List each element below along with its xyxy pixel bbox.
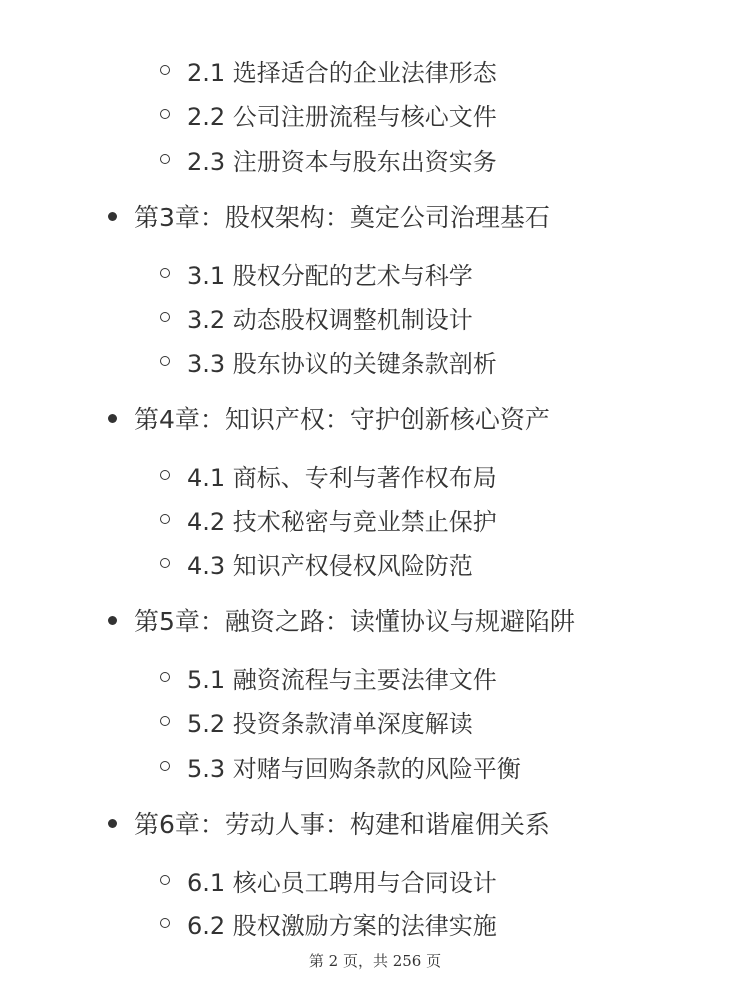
toc-section-item [160,499,497,539]
toc-section-item [160,94,497,134]
hollow-circle-bullet-icon [160,154,170,164]
toc-section-item [160,701,473,741]
toc-section-label: 3.2 动态股权调整机制设计 [187,305,473,334]
toc-section-item [160,253,473,293]
toc-section-label: 5.2 投资条款清单深度解读 [187,709,473,738]
toc-chapter-item [108,600,575,640]
toc-chapter-label: 第3章：股权架构：奠定公司治理基石 [134,203,550,232]
hollow-circle-bullet-icon [160,356,170,366]
toc-section-label: 4.1 商标、专利与著作权布局 [187,463,497,492]
toc-section-item [160,455,497,495]
page-number-indicator: 第 2 页，共 256 页 [308,952,442,970]
toc-section-label: 2.3 注册资本与股东出资实务 [187,147,497,176]
toc-section-item [160,297,473,337]
toc-section-label: 3.1 股权分配的艺术与科学 [187,261,473,290]
toc-section-label: 4.3 知识产权侵权风险防范 [187,551,473,580]
toc-chapter-item [108,803,550,843]
toc-section-label: 6.1 核心员工聘用与合同设计 [187,868,497,897]
toc-section-item [160,341,497,381]
hollow-circle-bullet-icon [160,65,170,75]
toc-section-label: 3.3 股东协议的关键条款剖析 [187,349,497,378]
hollow-circle-bullet-icon [160,716,170,726]
filled-disc-bullet-icon [108,819,117,828]
toc-chapter-item [108,398,550,438]
toc-section-item [160,746,521,786]
hollow-circle-bullet-icon [160,918,170,928]
toc-section-item [160,543,473,583]
filled-disc-bullet-icon [108,616,117,625]
toc-section-label: 2.1 选择适合的企业法律形态 [187,58,497,87]
hollow-circle-bullet-icon [160,558,170,568]
toc-section-label: 4.2 技术秘密与竞业禁止保护 [187,507,497,536]
hollow-circle-bullet-icon [160,875,170,885]
toc-section-item [160,657,497,697]
toc-section-label: 2.2 公司注册流程与核心文件 [187,102,497,131]
toc-section-label: 6.2 股权激励方案的法律实施 [187,911,497,940]
hollow-circle-bullet-icon [160,470,170,480]
toc-section-item [160,860,497,900]
hollow-circle-bullet-icon [160,761,170,771]
hollow-circle-bullet-icon [160,109,170,119]
toc-chapter-label: 第6章：劳动人事：构建和谐雇佣关系 [134,810,550,839]
toc-chapter-item [108,196,550,236]
filled-disc-bullet-icon [108,212,117,221]
toc-chapter-label: 第5章：融资之路：读懂协议与规避陷阱 [134,607,575,636]
hollow-circle-bullet-icon [160,672,170,682]
filled-disc-bullet-icon [108,414,117,423]
toc-section-label: 5.1 融资流程与主要法律文件 [187,665,497,694]
hollow-circle-bullet-icon [160,268,170,278]
hollow-circle-bullet-icon [160,514,170,524]
toc-section-item [160,139,497,179]
toc-section-item [160,903,497,943]
toc-section-item [160,50,497,90]
hollow-circle-bullet-icon [160,312,170,322]
toc-section-label: 5.3 对赌与回购条款的风险平衡 [187,754,521,783]
toc-chapter-label: 第4章：知识产权：守护创新核心资产 [134,405,550,434]
